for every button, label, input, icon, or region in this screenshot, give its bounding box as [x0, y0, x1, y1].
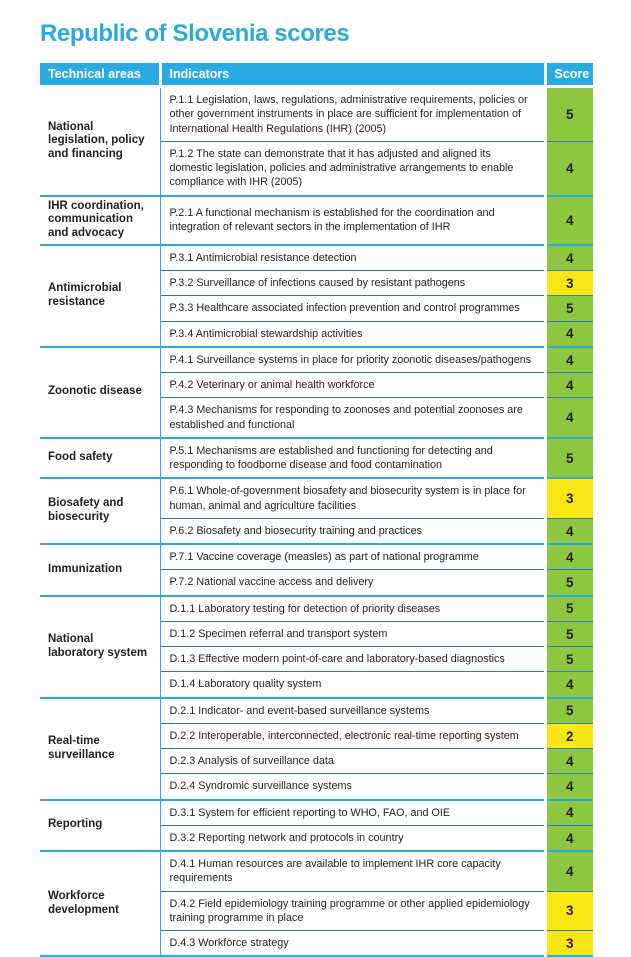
score-cell: 4 [545, 544, 593, 570]
indicator-cell: P.3.4 Antimicrobial stewardship activities [160, 321, 545, 347]
technical-area-cell: National legislation, policy and financing [40, 87, 160, 196]
technical-area-cell: Immunization [40, 544, 160, 596]
score-cell: 5 [545, 87, 593, 142]
indicator-row [40, 245, 593, 271]
score-cell: 4 [545, 749, 593, 774]
scores-table-header [40, 63, 593, 87]
score-cell: 4 [545, 347, 593, 373]
indicator-cell: D.2.4 Syndromic surveillance systems [160, 774, 545, 800]
indicator-cell: D.4.1 Human resources are available to implement IHR core capacity requirements [160, 851, 545, 891]
indicator-cell: P.3.1 Antimicrobial resistance detection [160, 245, 545, 271]
indicator-cell: P.4.1 Surveillance systems in place for priority zoonotic diseases/pathogens [160, 347, 545, 373]
column-header-indicators: Indicators [160, 63, 545, 87]
score-cell: 4 [545, 800, 593, 826]
indicator-cell: D.2.1 Indicator- and event-based surveillance systems [160, 698, 545, 724]
indicator-cell: P.1.2 The state can demonstrate that it has adjusted and aligned its domestic legislation, policies and administrative arrangements to enable compliance with IHR (2005) [160, 141, 545, 195]
indicator-row [40, 596, 593, 622]
indicator-cell: D.2.3 Analysis of surveillance data [160, 749, 545, 774]
indicator-cell: D.1.1 Laboratory testing for detection of priority diseases [160, 596, 545, 622]
score-cell: 4 [545, 321, 593, 347]
indicator-cell: D.1.2 Specimen referral and transport system [160, 621, 545, 646]
score-cell: 4 [545, 672, 593, 698]
technical-area-cell: National laboratory system [40, 596, 160, 698]
scores-table-body [40, 87, 593, 957]
indicator-cell: D.1.3 Effective modern point-of-care and laboratory-based diagnostics [160, 647, 545, 672]
score-cell: 4 [545, 518, 593, 544]
technical-area-cell: Zoonotic disease [40, 347, 160, 438]
score-cell: 3 [545, 478, 593, 518]
indicator-cell: P.7.2 National vaccine access and delivery [160, 570, 545, 596]
indicator-cell: D.4.3 Workforce strategy [160, 931, 545, 957]
column-header-score: Score [545, 63, 593, 87]
technical-area-cell: Reporting [40, 800, 160, 852]
score-cell: 4 [545, 774, 593, 800]
score-cell: 5 [545, 647, 593, 672]
header-row [40, 63, 593, 87]
technical-area-cell: Workforce development [40, 851, 160, 956]
indicator-cell: D.4.2 Field epidemiology training programme or other applied epidemiology training programme in place [160, 891, 545, 931]
technical-area-cell: IHR coordination, communication and advocacy [40, 196, 160, 245]
indicator-row [40, 851, 593, 891]
indicator-cell: P.6.2 Biosafety and biosecurity training and practices [160, 518, 545, 544]
score-cell: 4 [545, 825, 593, 851]
technical-area-cell: Biosafety and biosecurity [40, 478, 160, 544]
indicator-row [40, 478, 593, 518]
indicator-row [40, 800, 593, 826]
column-header-technical-areas: Technical areas [40, 63, 160, 87]
technical-area-cell: Real-time surveillance [40, 698, 160, 800]
indicator-cell: D.2.2 Interoperable, interconnected, electronic real-time reporting system [160, 723, 545, 748]
score-cell: 5 [545, 621, 593, 646]
score-cell: 5 [545, 698, 593, 724]
score-cell: 4 [545, 373, 593, 398]
score-cell: 4 [545, 245, 593, 271]
indicator-row [40, 347, 593, 373]
score-cell: 4 [545, 398, 593, 438]
indicator-cell: P.6.1 Whole-of-government biosafety and biosecurity system is in place for human, animal and agriculture facilities [160, 478, 545, 518]
indicator-cell: P.4.3 Mechanisms for responding to zoonoses and potential zoonoses are established and functional [160, 398, 545, 438]
indicator-row [40, 698, 593, 724]
technical-area-cell: Antimicrobial resistance [40, 245, 160, 347]
indicator-row [40, 87, 593, 142]
indicator-cell: P.1.1 Legislation, laws, regulations, administrative requirements, policies or other government instruments in place are sufficient for implementation of International Health Regulations (IHR) (2005) [169, 94, 528, 135]
indicator-cell: D.1.4 Laboratory quality system [160, 672, 545, 698]
scores-table [40, 63, 593, 957]
indicator-cell: P.5.1 Mechanisms are established and functioning for detecting and responding to foodborne disease and food contamination [160, 438, 545, 479]
indicator-cell: P.7.1 Vaccine coverage (measles) as part of national programme [160, 544, 545, 570]
score-cell: 4 [545, 141, 593, 195]
score-cell: 5 [545, 596, 593, 622]
score-cell: 4 [545, 196, 593, 245]
page-title: Republic of Slovenia scores [40, 20, 350, 47]
score-cell: 3 [545, 891, 593, 931]
score-cell: 5 [545, 296, 593, 321]
score-cell: 3 [545, 271, 593, 296]
indicator-row [40, 196, 593, 245]
indicator-cell: P.4.2 Veterinary or animal health workforce [160, 373, 545, 398]
score-cell: 4 [545, 851, 593, 891]
technical-area-cell: Food safety [40, 438, 160, 479]
indicator-cell: D.3.2 Reporting network and protocols in country [160, 825, 545, 851]
score-cell: 2 [545, 723, 593, 748]
indicator-row [40, 544, 593, 570]
score-cell: 3 [545, 931, 593, 957]
indicator-cell: D.3.1 System for efficient reporting to WHO, FAO, and OIE [160, 800, 545, 826]
score-cell: 5 [545, 438, 593, 479]
indicator-cell: P.3.3 Healthcare associated infection prevention and control programmes [160, 296, 545, 321]
score-cell: 5 [545, 570, 593, 596]
indicator-cell: P.3.2 Surveillance of infections caused by resistant pathogens [160, 271, 545, 296]
indicator-row [40, 438, 593, 479]
indicator-cell: P.2.1 A functional mechanism is established for the coordination and integration of relevant sectors in the implementation of IHR [160, 196, 545, 245]
